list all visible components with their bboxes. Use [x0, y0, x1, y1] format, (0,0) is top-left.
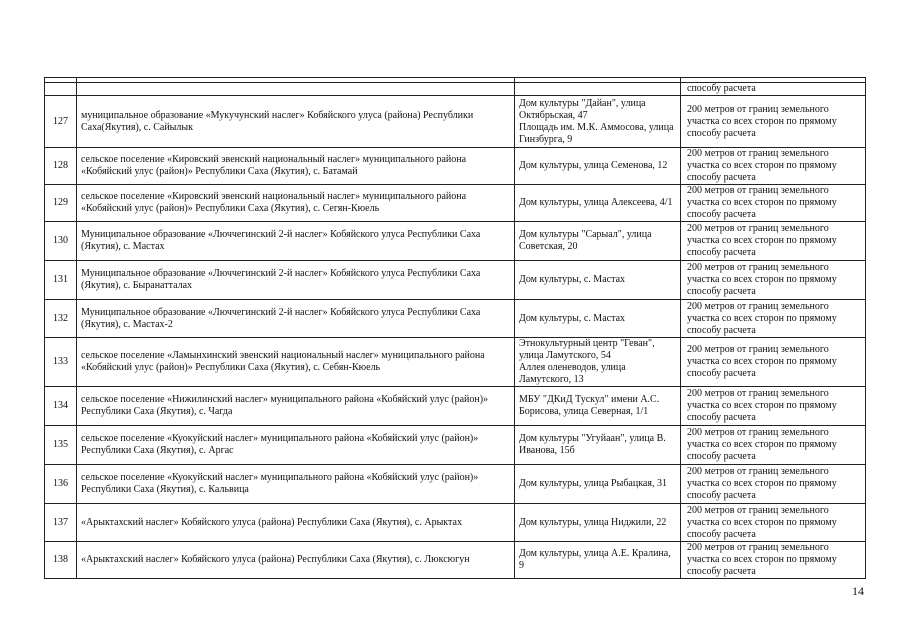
table-row: [45, 96, 866, 148]
distance-cell: 200 метров от границ земельного участка со всех сторон по прямому способу расчета: [681, 465, 866, 504]
table-row-continued: [45, 83, 866, 96]
distance-cell: 200 метров от границ земельного участка со всех сторон по прямому способу расчета: [681, 387, 866, 426]
row-number-cell: 132: [45, 300, 77, 338]
address-cell: Дом культуры, с. Мастах: [515, 261, 681, 300]
row-number-cell: 135: [45, 426, 77, 465]
polling-stations-table: [44, 77, 866, 579]
address-cell: Дом культуры "Угуйаан", улица В. Иванова, 15б: [515, 426, 681, 465]
distance-cell: 200 метров от границ земельного участка со всех сторон по прямому способу расчета: [681, 96, 866, 148]
table-row: [45, 300, 866, 338]
distance-cell: 200 метров от границ земельного участка со всех сторон по прямому способу расчета: [681, 338, 866, 387]
table-body: [45, 78, 866, 579]
municipality-cell: сельское поселение «Ламынхинский эвенский национальный наслег» муниципального района «Кобяйский улус (район)» Республики Саха (Якутия), с. Себян-Кюель: [77, 338, 515, 387]
address-cell: Дом культуры "Сарыал", улица Советская, 20: [515, 222, 681, 261]
table-row: [45, 222, 866, 261]
distance-cell: 200 метров от границ земельного участка со всех сторон по прямому способу расчета: [681, 222, 866, 261]
address-cell: Дом культуры, с. Мастах: [515, 300, 681, 338]
municipality-cell: Муниципальное образование «Люччегинский 2-й наслег» Кобяйского улуса Республики Саха (Якутия), с. Быранатталах: [77, 261, 515, 300]
row-number-cell: 137: [45, 504, 77, 542]
row-number-cell: 131: [45, 261, 77, 300]
address-cell: Этнокультурный центр "Геван", улица Ламутского, 54 Аллея оленеводов, улица Ламутского, 13: [515, 338, 681, 387]
municipality-cell: сельское поселение «Нижилинский наслег» муниципального района «Кобяйский улус (район)» Республики Саха (Якутия), с. Чагда: [77, 387, 515, 426]
address-cell: Дом культуры "Дайан", улица Октябрьская, 47 Площадь им. М.К. Аммосова, улица Гинзбурга, 9: [515, 96, 681, 148]
address-cell: [515, 83, 681, 96]
distance-cell: 200 метров от границ земельного участка со всех сторон по прямому способу расчета: [681, 504, 866, 542]
distance-cell: 200 метров от границ земельного участка со всех сторон по прямому способу расчета: [681, 185, 866, 222]
table-row: [45, 261, 866, 300]
table-row: [45, 504, 866, 542]
table-row: [45, 148, 866, 185]
row-number-cell: 136: [45, 465, 77, 504]
table-row: [45, 426, 866, 465]
row-number-cell: 138: [45, 542, 77, 579]
distance-cell: 200 метров от границ земельного участка со всех сторон по прямому способу расчета: [681, 426, 866, 465]
municipality-cell: муниципальное образование «Мукучунский наслег» Кобяйского улуса (района) Республики Саха(Якутия), с. Сайылык: [77, 96, 515, 148]
row-number-cell: 128: [45, 148, 77, 185]
table-row: [45, 387, 866, 426]
municipality-cell: сельское поселение «Куокуйский наслег» муниципального района «Кобяйский улус (район)» Республики Саха (Якутия), с. Кальвица: [77, 465, 515, 504]
row-number-cell: 130: [45, 222, 77, 261]
address-cell: Дом культуры, улица Семенова, 12: [515, 148, 681, 185]
row-number-cell: 133: [45, 338, 77, 387]
address-cell: Дом культуры, улица Алексеева, 4/1: [515, 185, 681, 222]
row-number-cell: 129: [45, 185, 77, 222]
distance-cell: 200 метров от границ земельного участка со всех сторон по прямому способу расчета: [681, 148, 866, 185]
address-cell: МБУ "ДКиД Тускул" имени А.С. Борисова, улица Северная, 1/1: [515, 387, 681, 426]
distance-cell: 200 метров от границ земельного участка со всех сторон по прямому способу расчета: [681, 300, 866, 338]
row-number-cell: 127: [45, 96, 77, 148]
municipality-cell: Муниципальное образование «Люччегинский 2-й наслег» Кобяйского улуса Республики Саха (Якутия), с. Мастах-2: [77, 300, 515, 338]
distance-cell: 200 метров от границ земельного участка со всех сторон по прямому способу расчета: [681, 542, 866, 579]
municipality-cell: сельское поселение «Кировский эвенский национальный наслег» муниципального района «Кобяйский улус (район)» Республики Саха (Якутия), с. Батамай: [77, 148, 515, 185]
municipality-cell: «Арыктахский наслег» Кобяйского улуса (района) Республики Саха (Якутия), с. Люксюгун: [77, 542, 515, 579]
municipality-cell: сельское поселение «Куокуйский наслег» муниципального района «Кобяйский улус (район)» Республики Саха (Якутия), с. Аргас: [77, 426, 515, 465]
distance-cell: способу расчета: [681, 83, 866, 96]
table-row: [45, 185, 866, 222]
page-number: 14: [852, 584, 864, 598]
row-number-cell: 134: [45, 387, 77, 426]
address-cell: Дом культуры, улица Рыбацкая, 31: [515, 465, 681, 504]
municipality-cell: Муниципальное образование «Люччегинский 2-й наслег» Кобяйского улуса Республики Саха (Якутия), с. Мастах: [77, 222, 515, 261]
municipality-cell: сельское поселение «Кировский эвенский национальный наслег» муниципального района «Кобяйский улус (район)» Республики Саха (Якутия), с. Сегян-Кюель: [77, 185, 515, 222]
address-cell: Дом культуры, улица Ниджили, 22: [515, 504, 681, 542]
municipality-cell: [77, 83, 515, 96]
row-number-cell: [45, 83, 77, 96]
table-row: [45, 338, 866, 387]
municipality-cell: «Арыктахский наслег» Кобяйского улуса (района) Республики Саха (Якутия), с. Арыктах: [77, 504, 515, 542]
table-row: [45, 542, 866, 579]
address-cell: Дом культуры, улица А.Е. Кралина, 9: [515, 542, 681, 579]
distance-cell: 200 метров от границ земельного участка со всех сторон по прямому способу расчета: [681, 261, 866, 300]
table-row: [45, 465, 866, 504]
